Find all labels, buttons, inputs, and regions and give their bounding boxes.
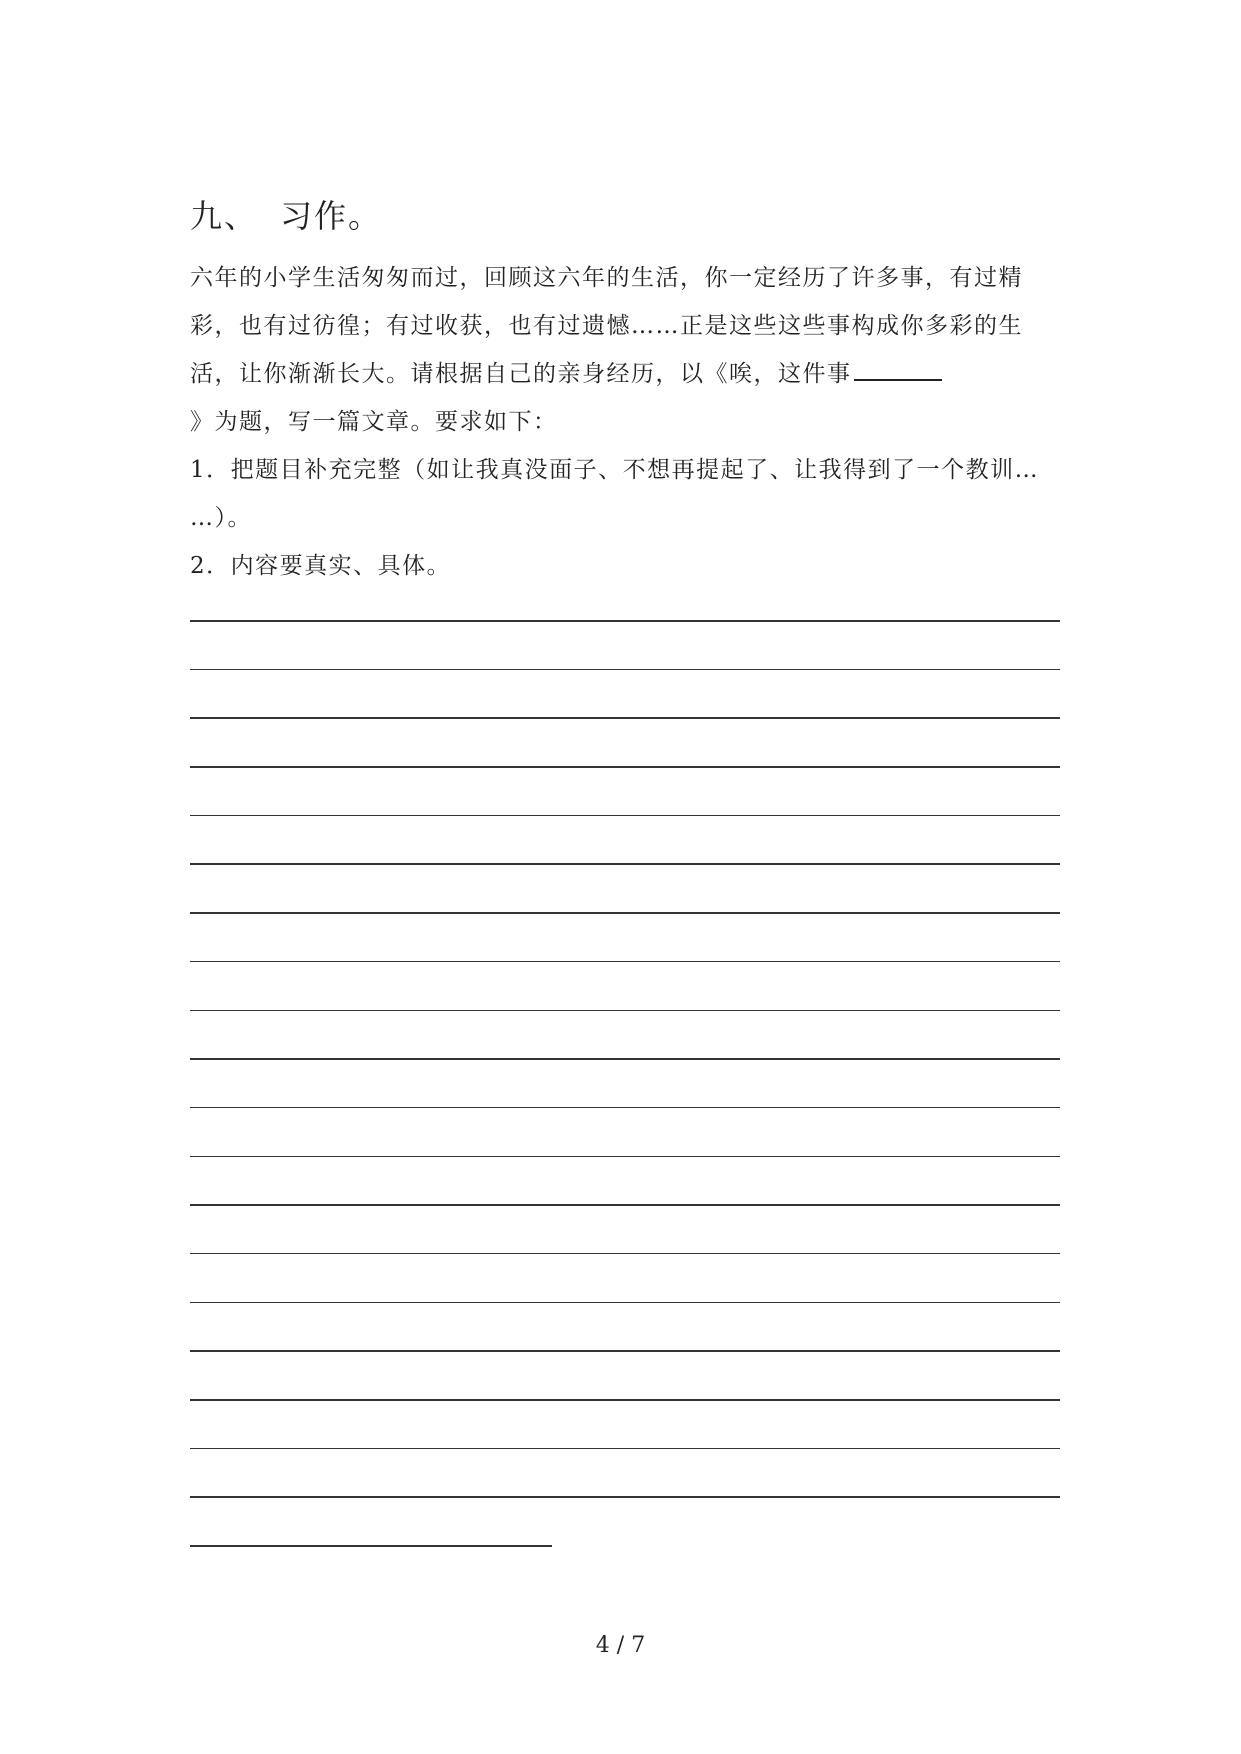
section-number: 九、	[190, 197, 259, 235]
writing-line[interactable]	[190, 766, 1060, 768]
writing-line[interactable]	[190, 1253, 1060, 1255]
writing-line[interactable]	[190, 717, 1060, 719]
writing-line[interactable]	[190, 1399, 1060, 1401]
prompt-line-3	[190, 350, 1060, 398]
requirement-1-continued: …）。	[190, 505, 252, 531]
requirement-1: 1．把题目补充完整（如让我真没面子、不想再提起了、让我得到了一个教训…	[190, 457, 1040, 483]
writing-line[interactable]	[190, 1010, 1060, 1012]
writing-line[interactable]	[190, 1204, 1060, 1206]
prompt-line-3-text: 活，让你渐渐长大。请根据自己的亲身经历，以《唉，这件事	[190, 361, 852, 387]
writing-line[interactable]	[190, 1448, 1060, 1450]
writing-line[interactable]	[190, 669, 1060, 671]
prompt-line-4: 》为题，写一篇文章。要求如下：	[190, 409, 558, 435]
prompt-line-1: 六年的小学生活匆匆而过，回顾这六年的生活，你一定经历了许多事，有过精	[190, 265, 1023, 291]
requirement-2: 2．内容要真实、具体。	[190, 553, 452, 579]
writing-line-final[interactable]	[190, 1545, 552, 1547]
writing-line[interactable]	[190, 961, 1060, 963]
writing-line[interactable]	[190, 1156, 1060, 1158]
writing-prompt	[190, 254, 1060, 590]
section-heading	[190, 196, 382, 236]
writing-line[interactable]	[190, 912, 1060, 914]
title-fill-blank[interactable]	[854, 351, 942, 381]
writing-line[interactable]	[190, 863, 1060, 865]
section-title: 习作。	[280, 197, 383, 235]
prompt-line-2: 彩，也有过彷徨；有过收获，也有过遗憾……正是这些这些事构成你多彩的生	[190, 313, 1023, 339]
writing-line[interactable]	[190, 1496, 1060, 1498]
writing-line[interactable]	[190, 1350, 1060, 1352]
writing-line[interactable]	[190, 1302, 1060, 1304]
writing-area[interactable]	[190, 620, 1060, 1594]
writing-line[interactable]	[190, 620, 1060, 622]
writing-line[interactable]	[190, 815, 1060, 817]
page-number: 4 / 7	[595, 1633, 646, 1658]
writing-line[interactable]	[190, 1107, 1060, 1109]
writing-line[interactable]	[190, 1058, 1060, 1060]
